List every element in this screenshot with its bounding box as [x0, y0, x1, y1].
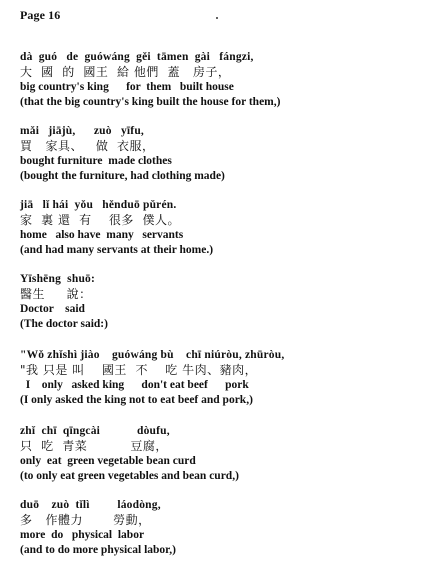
translation-line: (The doctor said:): [20, 318, 108, 330]
translation-line: (to only eat green vegetables and bean curd,): [20, 470, 239, 482]
sentence-block: [20, 198, 420, 258]
pinyin-line: dà guó de guówáng gěi tāmen gài fángzi,: [20, 51, 254, 63]
translation-line: (that the big country's king built the house for them,): [20, 96, 281, 108]
gloss-line: more do physical labor: [20, 529, 145, 541]
gloss-line: Doctor said: [20, 303, 85, 315]
scan-speck: [216, 17, 218, 19]
chinese-line: 買 家具、 做 衣服，: [20, 139, 155, 153]
gloss-line: home also have many servants: [20, 229, 184, 241]
pinyin-line: zhǐ chī qīngcài dòufu,: [20, 425, 170, 437]
gloss-line: only eat green vegetable bean curd: [20, 455, 196, 467]
sentence-block: [20, 272, 420, 332]
pinyin-line: mǎi jiājù, zuò yīfu,: [20, 125, 144, 137]
sentence-block: [20, 124, 420, 184]
chinese-line: 多 作體力 勞動，: [20, 513, 151, 527]
chinese-line: 醫生 說：: [20, 287, 92, 301]
pinyin-line: duō zuò tǐlì láodòng,: [20, 499, 161, 511]
page-number: Page 16: [20, 8, 61, 22]
gloss-line: bought furniture made clothes: [20, 155, 172, 167]
translation-line: (I only asked the king not to eat beef and pork,): [20, 394, 253, 406]
gloss-line: I only asked king don't eat beef pork: [20, 379, 249, 391]
chinese-line: 只 吃 青菜 豆腐，: [20, 439, 168, 453]
gloss-line: big country's king for them built house: [20, 81, 234, 93]
chinese-line: 家 裏 還 有 很多 僕人。: [20, 213, 180, 227]
sentence-block: [20, 498, 420, 558]
pinyin-line: jiā lǐ hái yǒu hěnduō pǔrén.: [20, 199, 177, 211]
translation-line: (bought the furniture, had clothing made): [20, 170, 225, 182]
sentence-block: [20, 424, 420, 484]
chinese-line: "我 只是 叫 國王 不 吃 牛肉、豬肉，: [20, 363, 258, 377]
sentence-block: [20, 50, 420, 110]
pinyin-line: "Wǒ zhǐshì jiào guówáng bù chī niúròu, zhūròu,: [20, 349, 285, 361]
chinese-line: 大 國 的 國王 給 他們 蓋 房子，: [20, 65, 231, 79]
translation-line: (and to do more physical labor,): [20, 544, 176, 556]
sentence-block: [20, 348, 420, 408]
translation-line: (and had many servants at their home.): [20, 244, 214, 256]
pinyin-line: Yīshēng shuō:: [20, 273, 96, 285]
